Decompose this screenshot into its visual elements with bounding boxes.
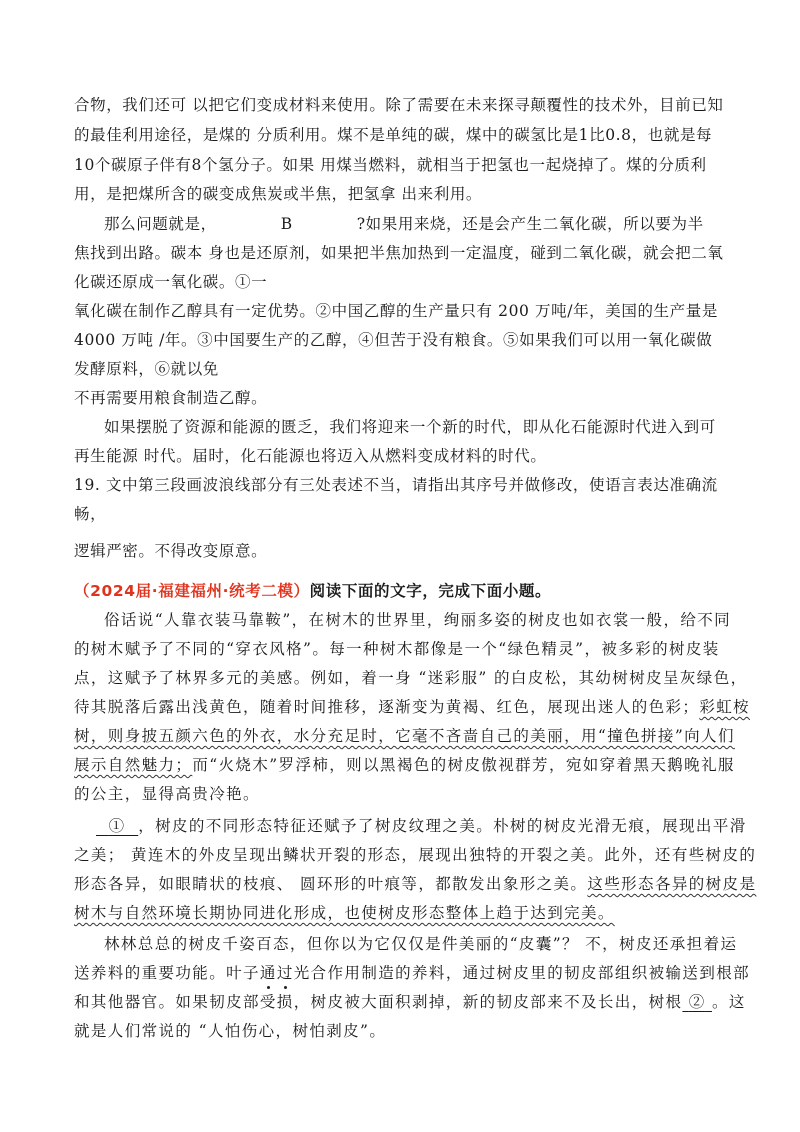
instruction: 阅读下面的文字，完成下面小题。 bbox=[309, 582, 552, 600]
passage-line: 点，这赋予了林界多元的美感。例如，着一身 “迷彩服” 的白皮松，其幼树树皮呈灰绿色， bbox=[74, 669, 748, 687]
passage-line: 的公主，显得高贵冷艳。 bbox=[74, 785, 260, 803]
passage-line: 的最佳利用途径，是煤的 分质利用。煤不是单纯的碳，煤中的碳氢比是1比0.8，也就是每 bbox=[74, 126, 713, 144]
passage-line: 之美； 黄连木的外皮呈现出鳞状开裂的形态，展现出独特的开裂之美。此外，还有些树皮的 bbox=[74, 846, 757, 864]
wavy-underline-text: 彩虹桉 bbox=[699, 698, 751, 716]
passage-line bbox=[96, 816, 747, 836]
passage-line bbox=[74, 697, 750, 717]
passage-line: 合物，我们还可 以把它们变成材料来使用。除了需要在未来探寻颠覆性的技术外，目前已知 bbox=[74, 96, 724, 114]
passage-line: 林林总总的树皮千姿百态，但你以为它仅仅是件美丽的“皮囊”？ 不，树皮还承担着运 bbox=[104, 935, 738, 953]
wavy-underline-text: 树，则身披五颜六色的外衣，水分充足时，它毫不吝啬自己的美丽，用“撞色拼接”向人们 bbox=[74, 727, 735, 745]
passage-line bbox=[74, 726, 735, 746]
passage-line: 就是人们常说的 “人怕伤心，树怕剥皮”。 bbox=[74, 1022, 387, 1040]
wavy-underline-text: 树木与自然环境长期协同进化形成，也使树皮形态整体上趋于达到完美。 bbox=[74, 904, 615, 922]
blank-b: B bbox=[280, 215, 293, 233]
blank-1 bbox=[96, 817, 138, 835]
para-text: 光合作用制造的养料，通过树皮里的韧皮部组织被输送到根部 bbox=[293, 964, 751, 982]
emphasis-dot-char: 通 bbox=[259, 964, 277, 982]
para-text: 和其他器官。如果韧皮部受损，树皮被大面积剥掉，新的韧皮部来不及长出，树根 bbox=[74, 993, 683, 1011]
passage-line: 10个碳原子伴有8个氢分子。如果 用煤当燃料，就相当于把氢也一起烧掉了。煤的分质利 bbox=[74, 156, 707, 174]
para-text: 而“火烧木”罗浮柿，则以黑褐色的树皮傲视群芳，宛如穿着黑天鹅晚礼服 bbox=[192, 756, 735, 774]
passage-line: 4000 万吨 /年。③中国要生产的乙醇，④但苦于没有粮食。⑤如果我们可以用一氧化碳做 bbox=[74, 331, 713, 349]
passage-line: 发酵原料，⑥就以免 bbox=[74, 360, 219, 378]
blank-number: ② bbox=[688, 993, 706, 1011]
passage-line: 如果摆脱了资源和能源的匮乏，我们将迎来一个新的时代，即从化石能源时代进入到可 bbox=[104, 418, 716, 436]
passage-line bbox=[74, 992, 746, 1012]
para-text: 待其脱落后露出浅黄色，随着时间推移，逐渐变为黄褐、红色，展现出迷人的色彩； bbox=[74, 698, 700, 716]
wavy-underline-text: 这些形态各异的树皮是 bbox=[587, 875, 757, 893]
passage-line: 化碳还原成一氧化碳。①一 bbox=[74, 273, 268, 291]
passage-line bbox=[104, 214, 704, 234]
section-header bbox=[74, 581, 551, 601]
blank-2 bbox=[682, 993, 712, 1011]
passage-line bbox=[74, 963, 750, 983]
para-text: ，树皮的不同形态特征还赋予了树皮纹理之美。朴树的树皮光滑无痕，展现出平滑 bbox=[138, 817, 747, 835]
emphasis-dot-char: 过 bbox=[276, 964, 294, 982]
blank-number: ① bbox=[108, 817, 126, 835]
para-text: 形态各异，如眼睛状的枝痕、 圆环形的叶痕等，都散发出象形之美。 bbox=[74, 875, 588, 893]
para-text: 送养料的重要功能。叶子 bbox=[74, 964, 260, 982]
wavy-underline-text: 展示自然魅力； bbox=[74, 756, 193, 774]
para-text: 。这 bbox=[711, 993, 746, 1011]
passage-line: 俗话说“人靠衣装马靠鞍”，在树木的世界里，绚丽多姿的树皮也如衣裳一般，给不同 bbox=[104, 611, 732, 629]
para-text: ?如果用来烧，还是会产生二氧化碳，所以要为半 bbox=[356, 215, 704, 233]
question-19: 逻辑严密。不得改变原意。 bbox=[74, 542, 268, 560]
question-19: 19. 文中第三段画波浪线部分有三处表述不当，请指出其序号并做修改，使语言表达准确流 bbox=[74, 476, 718, 494]
para-text: 那么问题就是， bbox=[104, 215, 217, 233]
passage-line: 的树木赋予了不同的“穿衣风格”。每一种树木都像是一个“绿色精灵”，被多彩的树皮装 bbox=[74, 640, 720, 658]
passage-line: 氧化碳在制作乙醇具有一定优势。②中国乙醇的生产量只有 200 万吨/年，美国的生产量是 bbox=[74, 302, 718, 320]
passage-line: 再生能源 时代。届时，化石能源也将迈入从燃料变成材料的时代。 bbox=[74, 447, 547, 465]
passage-line bbox=[74, 874, 756, 894]
passage-line bbox=[74, 903, 615, 923]
passage-line: 焦找到出路。碳本 身也是还原剂，如果把半焦加热到一定温度，碰到二氧化碳，就会把二氧 bbox=[74, 244, 724, 262]
question-19: 畅， bbox=[74, 505, 107, 523]
passage-line: 不再需要用粮食制造乙醇。 bbox=[74, 389, 268, 407]
source-tag: （2024届·福建福州·统考二模） bbox=[74, 582, 310, 600]
passage-line bbox=[74, 755, 735, 775]
passage-line: 用，是把煤所含的碳变成焦炭或半焦，把氢拿 出来利用。 bbox=[74, 185, 483, 203]
